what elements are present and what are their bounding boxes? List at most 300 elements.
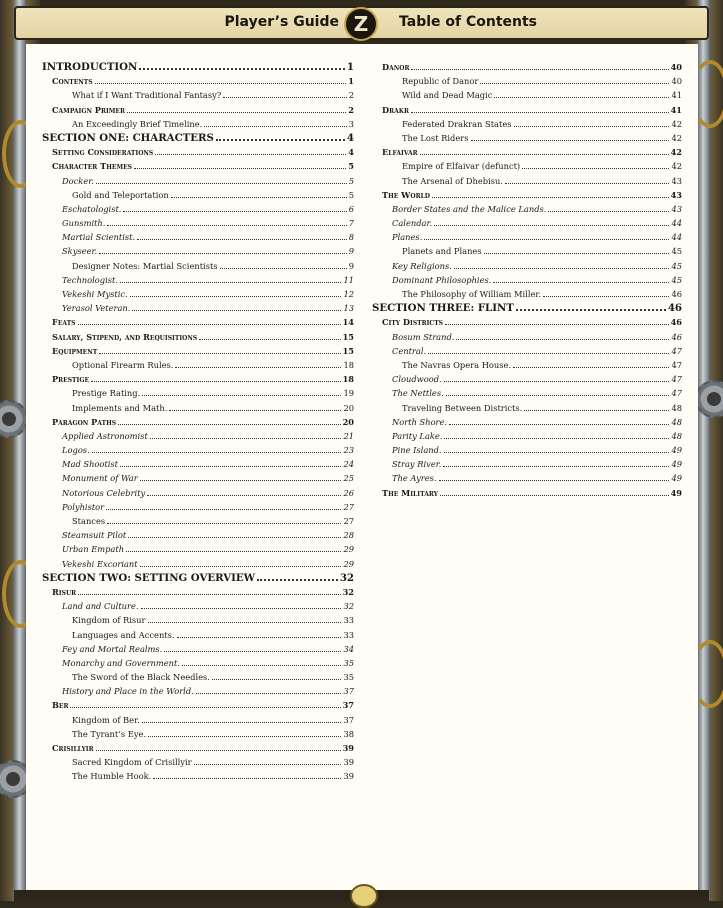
toc-entry[interactable] <box>42 528 354 542</box>
toc-entry-page: 24 <box>343 459 354 470</box>
dot-leader <box>169 410 341 411</box>
dot-leader <box>196 693 342 694</box>
dot-leader <box>548 211 669 212</box>
dot-leader <box>95 83 347 84</box>
toc-entry-page: 43 <box>671 175 682 186</box>
toc-entry-page: 49 <box>671 459 682 470</box>
toc-entry-label: Prestige <box>52 374 90 385</box>
toc-entry-page: 41 <box>670 104 682 115</box>
toc-entry-label: Calendar. <box>392 218 433 229</box>
dot-leader <box>444 452 670 453</box>
toc-entry-page: 32 <box>342 586 354 597</box>
toc-entry[interactable] <box>372 273 682 287</box>
toc-entry-page: 48 <box>671 430 682 441</box>
toc-entry-page: 2 <box>348 104 354 115</box>
toc-entry-page: 5 <box>348 189 354 200</box>
toc-entry[interactable] <box>42 613 354 627</box>
toc-column-right <box>372 60 682 500</box>
toc-entry-label: Empire of Elfaivar (defunct) <box>402 161 521 172</box>
toc-entry[interactable] <box>42 755 354 769</box>
toc-entry-page: 43 <box>671 203 682 214</box>
toc-entry-label: Wild and Dead Magic <box>402 90 493 101</box>
toc-entry-page: 15 <box>342 345 354 356</box>
dot-leader <box>445 324 669 325</box>
dot-leader <box>514 126 670 127</box>
toc-entry[interactable] <box>372 88 682 102</box>
toc-entry[interactable] <box>372 443 682 457</box>
dot-leader <box>424 239 669 240</box>
dot-leader <box>140 566 342 567</box>
dot-leader <box>513 367 669 368</box>
toc-entry-page: 39 <box>342 743 354 753</box>
toc-entry-page: 2 <box>348 90 354 101</box>
toc-entry[interactable] <box>372 216 682 230</box>
toc-entry-page: 42 <box>670 147 682 158</box>
toc-entry-page: 44 <box>671 218 682 229</box>
toc-entry[interactable] <box>42 557 354 571</box>
toc-entry[interactable] <box>42 117 354 131</box>
toc-entry[interactable] <box>42 684 354 698</box>
toc-entry-page: 21 <box>343 430 354 441</box>
toc-entry[interactable] <box>42 188 354 202</box>
toc-entry[interactable] <box>372 315 682 329</box>
toc-entry-page: 46 <box>671 331 682 342</box>
toc-entry-label: Planets and Planes <box>402 246 482 257</box>
dot-leader <box>493 282 669 283</box>
toc-entry[interactable] <box>42 656 354 670</box>
toc-entry[interactable] <box>372 358 682 372</box>
toc-entry-page: 37 <box>343 714 354 725</box>
toc-entry-label: The Philosophy of William Miller. <box>402 289 542 299</box>
toc-entry[interactable] <box>42 315 354 329</box>
toc-entry-page: 25 <box>343 473 354 484</box>
toc-entry-label: Parity Lake. <box>392 430 443 441</box>
toc-entry-label: SECTION THREE: FLINT <box>372 302 514 315</box>
toc-entry[interactable] <box>42 471 354 485</box>
dot-leader <box>420 154 669 155</box>
toc-entry-page: 35 <box>343 657 354 668</box>
toc-entry-label: Elfaivar <box>382 147 418 158</box>
toc-entry-label: Prestige Rating. <box>72 388 141 399</box>
toc-entry-page: 47 <box>671 374 682 385</box>
toc-entry-label: Fey and Mortal Realms. <box>62 643 163 654</box>
toc-entry[interactable] <box>372 188 682 202</box>
dot-leader <box>148 622 342 623</box>
toc-entry[interactable] <box>42 429 354 443</box>
toc-entry-label: Danor <box>382 62 410 72</box>
toc-entry[interactable] <box>42 174 354 188</box>
toc-entry-label: Martial Scientist. <box>62 232 136 243</box>
toc-entry-label: Federated Drakran States <box>402 118 512 129</box>
toc-entry[interactable] <box>42 585 354 599</box>
toc-entry-page: 45 <box>671 246 682 257</box>
dot-leader <box>134 168 346 169</box>
toc-entry[interactable] <box>372 344 682 358</box>
toc-entry-label: The Sword of the Black Needles. <box>72 672 210 683</box>
toc-entry-page: 5 <box>348 161 354 172</box>
toc-entry-label: Cloudwood. <box>392 374 442 385</box>
toc-entry[interactable] <box>42 159 354 173</box>
toc-entry[interactable] <box>42 372 354 386</box>
z-logo-icon: Z <box>344 7 378 41</box>
dot-leader <box>505 183 669 184</box>
toc-entry-label: Technologist. <box>62 274 118 285</box>
toc-entry[interactable] <box>42 599 354 613</box>
toc-page <box>26 44 698 892</box>
toc-entry-label: Campaign Primer <box>52 104 125 115</box>
toc-entry-page: 20 <box>342 416 354 427</box>
dot-leader <box>78 594 340 595</box>
toc-entry[interactable] <box>42 769 354 783</box>
toc-entry[interactable] <box>42 386 354 400</box>
toc-entry-page: 39 <box>343 757 354 768</box>
toc-entry[interactable] <box>42 301 354 315</box>
toc-entry-label: Docker. <box>62 175 94 186</box>
dot-leader <box>223 97 346 98</box>
toc-entry[interactable] <box>372 457 682 471</box>
dot-leader <box>454 268 670 269</box>
toc-entry-label: Contents <box>52 76 93 87</box>
toc-entry-label: Paragon Paths <box>52 416 117 427</box>
toc-entry-page: 47 <box>671 388 682 399</box>
toc-entry-label: Implements and Math. <box>72 402 168 413</box>
toc-entry-page: 47 <box>671 359 682 370</box>
toc-entry-label: Gunsmith. <box>62 218 106 229</box>
toc-entry[interactable] <box>42 358 354 372</box>
toc-entry-page: 6 <box>348 203 354 214</box>
toc-entry-label: Bosum Strand. <box>392 331 455 342</box>
toc-entry-label: The Navras Opera House. <box>402 359 512 370</box>
dot-leader <box>164 651 341 652</box>
toc-entry[interactable] <box>372 301 682 315</box>
toc-entry-page: 49 <box>671 473 682 484</box>
dot-leader <box>182 665 342 666</box>
toc-entry-page: 27 <box>343 501 354 512</box>
toc-entry-label: Character Themes <box>52 161 133 172</box>
toc-entry[interactable] <box>372 415 682 429</box>
toc-entry-page: 47 <box>671 345 682 356</box>
toc-entry[interactable] <box>372 117 682 131</box>
toc-entry[interactable] <box>42 202 354 216</box>
toc-entry[interactable] <box>372 330 682 344</box>
header-left-title: Player’s Guide <box>224 14 339 30</box>
toc-entry-page: 18 <box>342 374 354 385</box>
toc-entry-label: Yerasol Veteran. <box>62 303 131 314</box>
toc-entry-label: Applied Astronomist <box>62 430 148 441</box>
toc-entry[interactable] <box>372 401 682 415</box>
toc-entry-label: The Ayres. <box>392 473 437 484</box>
toc-entry[interactable] <box>42 500 354 514</box>
toc-entry[interactable] <box>42 244 354 258</box>
toc-entry-page: 32 <box>339 571 354 584</box>
toc-entry-page: 8 <box>348 232 354 243</box>
toc-entry[interactable] <box>372 174 682 188</box>
toc-entry-page: 28 <box>343 530 354 541</box>
toc-entry-page: 27 <box>343 516 354 526</box>
dot-leader <box>127 112 346 113</box>
toc-entry[interactable] <box>42 727 354 741</box>
toc-entry-label: The Lost Riders <box>402 132 469 143</box>
toc-entry[interactable] <box>42 216 354 230</box>
toc-entry[interactable] <box>42 273 354 287</box>
toc-entry[interactable] <box>42 103 354 117</box>
dot-leader <box>484 253 670 254</box>
dot-leader <box>432 197 669 198</box>
toc-entry-label: Republic of Danor <box>402 76 479 87</box>
dot-leader <box>137 239 347 240</box>
toc-entry-page: 23 <box>343 445 354 456</box>
toc-entry[interactable] <box>372 103 682 117</box>
toc-entry-label: Eschatologist. <box>62 203 122 214</box>
toc-entry-label: Kingdom of Risur <box>72 615 146 626</box>
toc-entry-page: 5 <box>348 175 354 186</box>
toc-entry[interactable] <box>42 457 354 471</box>
dot-leader <box>120 466 341 467</box>
toc-entry-label: Dominant Philosophies. <box>392 274 492 285</box>
dot-leader <box>142 722 342 723</box>
toc-entry[interactable] <box>42 514 354 528</box>
toc-entry[interactable] <box>42 401 354 415</box>
toc-entry-page: 48 <box>671 402 682 413</box>
dot-leader <box>155 154 346 155</box>
toc-entry[interactable] <box>372 244 682 258</box>
dot-leader <box>257 579 338 581</box>
dot-leader <box>132 310 341 311</box>
toc-entry-label: Vekeshi Mystic. <box>62 289 128 299</box>
toc-entry-label: The Military <box>382 487 438 498</box>
dot-leader <box>99 353 340 354</box>
toc-entry[interactable] <box>42 741 354 755</box>
toc-entry[interactable] <box>372 259 682 273</box>
toc-entry-page: 42 <box>671 161 682 172</box>
toc-entry-label: Risur <box>52 586 77 597</box>
dot-leader <box>494 97 669 98</box>
toc-entry[interactable] <box>42 571 354 585</box>
dot-leader <box>118 424 341 425</box>
toc-entry-page: 13 <box>343 303 354 314</box>
toc-entry-page: 11 <box>343 274 354 285</box>
toc-entry-page: 45 <box>671 274 682 285</box>
header-right-title: Table of Contents <box>399 14 538 30</box>
toc-entry-label: Monarchy and Government. <box>62 657 180 668</box>
toc-entry-label: Polyhistor <box>62 501 105 512</box>
dot-leader <box>543 296 669 297</box>
toc-entry-page: 48 <box>671 416 682 427</box>
toc-entry[interactable] <box>42 415 354 429</box>
dot-leader <box>471 140 670 141</box>
toc-entry-page: 4 <box>346 131 354 144</box>
toc-entry-page: 40 <box>671 76 682 87</box>
toc-entry-label: Kingdom of Ber. <box>72 714 140 725</box>
dot-leader <box>130 296 342 297</box>
dot-leader <box>212 679 342 680</box>
dot-leader <box>220 268 347 269</box>
dot-leader <box>120 282 341 283</box>
toc-entry-page: 33 <box>343 629 354 640</box>
toc-entry-page: 20 <box>343 402 354 413</box>
toc-entry-label: The Arsenal of Dhebisu. <box>402 175 503 186</box>
toc-entry[interactable] <box>42 670 354 684</box>
toc-entry-label: SECTION TWO: SETTING OVERVIEW <box>42 571 256 584</box>
toc-entry-label: Notorious Celebrity <box>62 487 146 498</box>
toc-entry[interactable] <box>372 471 682 485</box>
toc-entry[interactable] <box>372 486 682 500</box>
toc-entry-page: 44 <box>671 232 682 243</box>
toc-entry-page: 18 <box>343 359 354 370</box>
dot-leader <box>524 410 669 411</box>
toc-entry[interactable] <box>372 287 682 301</box>
toc-entry-label: Designer Notes: Martial Scientists <box>72 260 218 271</box>
toc-entry-page: 1 <box>348 76 354 87</box>
toc-entry-page: 38 <box>343 728 354 739</box>
dot-leader <box>107 225 346 226</box>
toc-entry[interactable] <box>42 145 354 159</box>
toc-entry-label: What if I Want Traditional Fantasy? <box>72 90 222 101</box>
toc-entry[interactable] <box>42 60 354 74</box>
dot-leader <box>140 480 342 481</box>
toc-entry[interactable] <box>372 145 682 159</box>
toc-entry-page: 46 <box>667 302 682 315</box>
toc-entry[interactable] <box>42 628 354 642</box>
dot-leader <box>456 339 669 340</box>
toc-entry[interactable] <box>42 698 354 712</box>
toc-entry-page: 46 <box>670 317 682 328</box>
dot-leader <box>123 211 346 212</box>
toc-entry-label: The Nettles. <box>392 388 444 399</box>
dot-leader <box>142 395 341 396</box>
dot-leader <box>177 637 342 638</box>
dot-leader <box>171 197 347 198</box>
toc-entry[interactable] <box>42 74 354 88</box>
dot-leader <box>92 452 342 453</box>
toc-entry[interactable] <box>42 642 354 656</box>
dot-leader <box>434 225 669 226</box>
toc-entry-label: Setting Considerations <box>52 147 154 158</box>
dot-leader <box>428 353 669 354</box>
dot-leader <box>449 424 669 425</box>
toc-entry-page: 29 <box>343 558 354 569</box>
toc-entry-label: Optional Firearm Rules. <box>72 359 174 370</box>
toc-entry-label: Central. <box>392 345 427 356</box>
toc-entry-page: 3 <box>348 118 354 129</box>
toc-entry[interactable] <box>42 230 354 244</box>
dot-leader <box>107 523 341 524</box>
toc-entry-label: Salary, Stipend, and Requisitions <box>52 331 198 342</box>
dot-leader <box>440 495 669 496</box>
toc-entry-label: Land and Culture. <box>62 601 139 612</box>
toc-entry-page: 19 <box>343 388 354 399</box>
toc-entry-page: 49 <box>671 445 682 456</box>
toc-entry[interactable] <box>372 74 682 88</box>
toc-entry-label: INTRODUCTION <box>42 61 138 73</box>
dot-leader <box>516 309 666 311</box>
toc-entry-page: 9 <box>348 260 354 271</box>
toc-entry-label: Equipment <box>52 345 98 356</box>
toc-entry-page: 39 <box>343 771 354 782</box>
dot-leader <box>70 707 340 708</box>
toc-entry[interactable] <box>372 159 682 173</box>
toc-entry[interactable] <box>372 60 682 74</box>
toc-entry-page: 32 <box>343 601 354 612</box>
toc-entry-page: 9 <box>348 246 354 257</box>
toc-entry-label: Monument of War <box>62 473 138 484</box>
toc-entry-label: SECTION ONE: CHARACTERS <box>42 131 214 144</box>
toc-entry-label: Steamsuit Pilot <box>62 530 127 541</box>
toc-entry[interactable] <box>372 202 682 216</box>
toc-entry-page: 45 <box>671 260 682 271</box>
dot-leader <box>522 168 669 169</box>
toc-entry-label: Key Religions. <box>392 260 452 271</box>
page-header <box>14 6 709 40</box>
toc-entry-page: 42 <box>671 132 682 143</box>
toc-entry-label: The Tyrant’s Eye. <box>72 728 147 739</box>
toc-entry[interactable] <box>42 131 354 145</box>
toc-entry[interactable] <box>372 131 682 145</box>
dot-leader <box>96 750 341 751</box>
toc-entry[interactable] <box>42 344 354 358</box>
dot-leader <box>148 736 341 737</box>
toc-entry-page: 12 <box>343 289 354 299</box>
toc-entry[interactable] <box>42 287 354 301</box>
dot-leader <box>446 395 670 396</box>
toc-entry-page: 14 <box>342 317 354 328</box>
dot-leader <box>78 324 341 325</box>
dot-leader <box>194 764 342 765</box>
dot-leader <box>443 466 669 467</box>
toc-entry-page: 49 <box>670 487 682 498</box>
dot-leader <box>99 253 347 254</box>
toc-entry[interactable] <box>372 372 682 386</box>
dot-leader <box>147 495 341 496</box>
toc-entry-label: Stray River. <box>392 459 442 470</box>
toc-entry-label: Planes. <box>392 232 423 243</box>
toc-entry[interactable] <box>42 88 354 102</box>
toc-entry[interactable] <box>372 429 682 443</box>
toc-entry-page: 35 <box>343 672 354 683</box>
toc-entry[interactable] <box>42 486 354 500</box>
toc-entry[interactable] <box>42 542 354 556</box>
toc-entry-page: 46 <box>671 289 682 299</box>
toc-entry-label: Languages and Accents. <box>72 629 175 640</box>
pipe-ornament <box>697 0 711 901</box>
dot-leader <box>150 438 342 439</box>
dot-leader <box>444 438 669 439</box>
toc-entry-label: Urban Empath <box>62 544 125 555</box>
toc-entry-label: Ber <box>52 700 69 711</box>
dot-leader <box>96 183 347 184</box>
toc-entry-page: 34 <box>343 643 354 654</box>
toc-entry-page: 1 <box>346 61 354 73</box>
toc-entry[interactable] <box>42 330 354 344</box>
toc-entry[interactable] <box>42 443 354 457</box>
dot-leader <box>126 551 341 552</box>
toc-entry[interactable] <box>42 259 354 273</box>
toc-entry-label: Traveling Between Districts. <box>402 402 523 413</box>
dot-leader <box>411 112 669 113</box>
toc-entry-label: City Districts <box>382 317 443 328</box>
dot-leader <box>204 126 346 127</box>
dot-leader <box>216 139 345 141</box>
toc-entry[interactable] <box>42 713 354 727</box>
toc-entry[interactable] <box>372 230 682 244</box>
toc-entry[interactable] <box>372 386 682 400</box>
toc-entry-page: 37 <box>342 700 354 711</box>
dot-leader <box>141 608 342 609</box>
toc-entry-page: 43 <box>670 189 682 200</box>
dot-leader <box>153 778 341 779</box>
toc-entry-label: Stances <box>72 516 106 526</box>
toc-column-left <box>42 60 354 784</box>
